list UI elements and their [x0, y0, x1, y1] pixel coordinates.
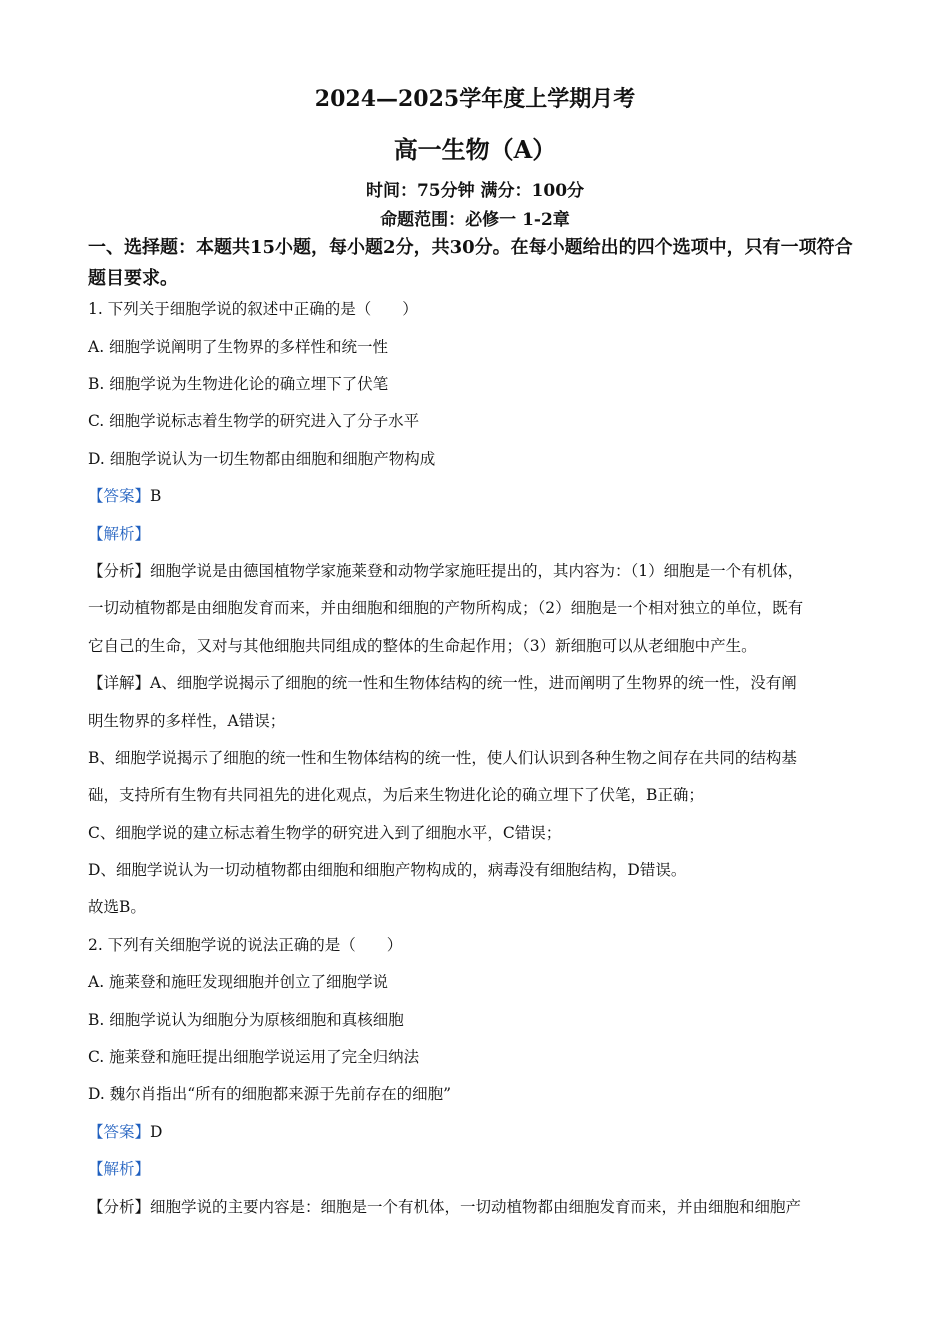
q2-option-a: A. 施莱登和施旺发现细胞并创立了细胞学说: [88, 973, 389, 991]
q1-option-a: A. 细胞学说阐明了生物界的多样性和统一性: [88, 338, 389, 356]
q1-detail-line: D、细胞学说认为一切动植物都由细胞和细胞产物构成的，病毒没有细胞结构，D错误。: [88, 861, 687, 879]
q1-detail-line: 础，支持所有生物有共同祖先的进化观点，为后来生物进化论的确立埋下了伏笔，B正确；: [88, 786, 704, 804]
section-instructions: 一、选择题：本题共15小题，每小题2分，共30分。在每小题给出的四个选项中，只有一项符合题目要求。: [88, 237, 853, 289]
q2-option-d: D. 魏尔肖指出“所有的细胞都来源于先前存在的细胞”: [88, 1085, 452, 1103]
q1-detail-line: 【详解】A、细胞学说揭示了细胞的统一性和生物体结构的统一性，进而阐明了生物界的统一性，没有阐: [88, 674, 797, 692]
q1-answer: [88, 486, 161, 506]
analysis-tag: 【解析】: [88, 1160, 151, 1178]
q1-answer-value: B: [150, 487, 162, 505]
q1-option-d: D. 细胞学说认为一切生物都由细胞和细胞产物构成: [88, 450, 436, 468]
q1-analysis-heading: [88, 524, 150, 544]
fenxi-tag: 【分析】: [88, 562, 151, 580]
q2-option-b: B. 细胞学说认为细胞分为原核细胞和真核细胞: [88, 1011, 404, 1029]
q1-fenxi-line: 一切动植物都是由细胞发育而来，并由细胞和细胞的产物所构成；（2）细胞是一个相对独立的单位，既有: [88, 599, 804, 617]
q1-detail-line: C、细胞学说的建立标志着生物学的研究进入到了细胞水平，C错误；: [88, 824, 562, 842]
q2-analysis-heading: [88, 1159, 150, 1179]
q1-fenxi-line: 【分析】细胞学说是由德国植物学家施莱登和动物学家施旺提出的，其内容为：（1）细胞是一个有机体，: [88, 562, 804, 580]
q1-stem: 1. 下列关于细胞学说的叙述中正确的是（ ）: [88, 300, 418, 318]
exam-title: 2024—2025学年度上学期月考: [314, 86, 636, 112]
q2-stem: 2. 下列有关细胞学说的说法正确的是（ ）: [88, 936, 403, 954]
q2-answer: [88, 1122, 162, 1142]
q1-fenxi-line: 它自己的生命，又对与其他细胞共同组成的整体的生命起作用；（3）新细胞可以从老细胞中产生。: [88, 637, 757, 655]
analysis-tag: 【解析】: [88, 525, 151, 543]
q2-option-c: C. 施莱登和施旺提出细胞学说运用了完全归纳法: [88, 1048, 420, 1066]
exam-subject: 高一生物（A）: [393, 135, 557, 164]
exam-scope: 命题范围：必修一 1-2章: [380, 210, 570, 230]
answer-tag: 【答案】: [88, 487, 151, 505]
detail-tag: 【详解】: [88, 674, 151, 692]
q2-fenxi-line: 【分析】细胞学说的主要内容是：细胞是一个有机体，一切动植物都由细胞发育而来，并由细胞和细胞产: [88, 1198, 802, 1216]
fenxi-tag: 【分析】: [88, 1198, 151, 1216]
q1-detail-line: B、细胞学说揭示了细胞的统一性和生物体结构的统一性，使人们认识到各种生物之间存在共同的结构基: [88, 749, 797, 767]
exam-time-score: 时间：75分钟 满分：100分: [365, 181, 585, 201]
q1-option-b: B. 细胞学说为生物进化论的确立埋下了伏笔: [88, 375, 389, 393]
answer-tag: 【答案】: [88, 1123, 151, 1141]
q1-detail-line: 明生物界的多样性，A错误；: [88, 712, 286, 730]
q1-conclusion: 故选B。: [88, 898, 146, 916]
q1-option-c: C. 细胞学说标志着生物学的研究进入了分子水平: [88, 412, 420, 430]
q2-answer-value: D: [150, 1123, 163, 1141]
